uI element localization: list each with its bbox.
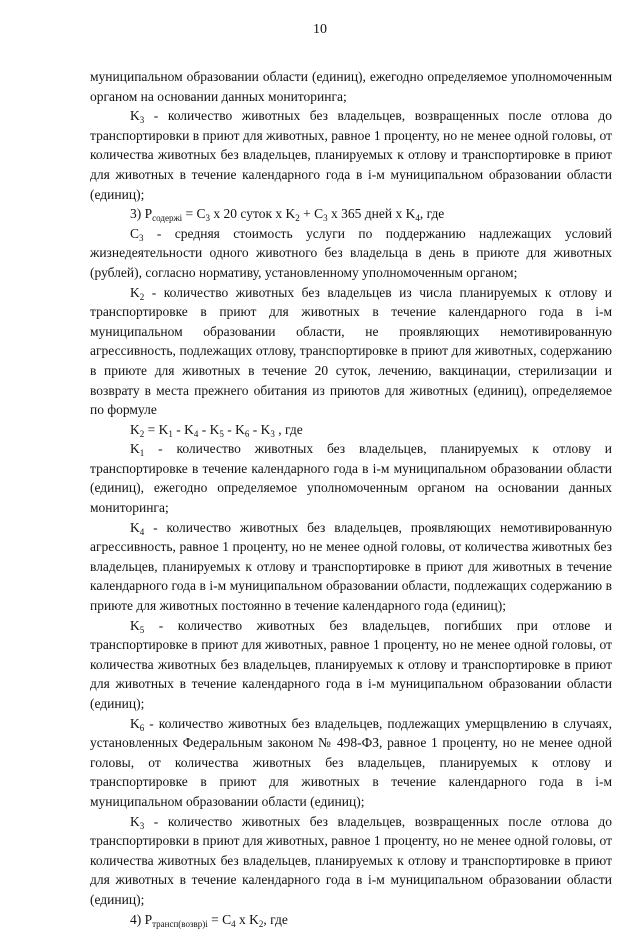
text-run: - средняя стоимость услуги по поддержанию надлежащих условий жизнедеятельности одного животного без владельца в день в приюте для животных (рублей), согласно нормативу, установленному уполномоченным органом; <box>90 225 612 280</box>
text-run: х 20 суток х K <box>210 206 296 222</box>
page-number: 10 <box>313 22 327 37</box>
text-run: - количество животных без владельцев, подлежащих умерщвлению в случаях, установленных Федеральным законом № 498-ФЗ, равное 1 проценту, но не менее одной головы, от количества животных без владельцев, планируемых к отлову и транспортировке в приют для животных в течение календарного года в i-м муниципальном образовании области (единиц); <box>90 715 612 809</box>
paragraph <box>90 616 612 714</box>
paragraph: муниципальном образовании области (единиц), ежегодно определяемое уполномоченным органом на основании данных мониторинга; <box>90 69 612 104</box>
subscript: трансп(возвр)i <box>152 918 208 929</box>
text-run: - количество животных без владельцев, возвращенных после отлова до транспортировки в приют для животных, равное 1 проценту, но не менее одной головы, от количества животных без владельцев, планируемых к отлову и транспортировке в приют для животных в течение календарного года в i-м муниципальном образовании области (единиц); <box>90 108 612 202</box>
text-run: , где <box>274 421 303 437</box>
text-run: , где <box>419 206 445 222</box>
text-run: C <box>130 225 140 241</box>
subscript: 3 <box>139 232 144 243</box>
subscript: 4 <box>193 428 199 439</box>
subscript: 6 <box>244 428 250 439</box>
text-run: K <box>130 617 140 633</box>
text-run: = C <box>207 911 232 927</box>
subscript: 2 <box>139 428 145 439</box>
text-run: K <box>130 421 140 437</box>
text-run: х 365 дней х K <box>327 206 416 222</box>
subscript: 4 <box>139 526 145 537</box>
subscript: 3 <box>205 213 211 224</box>
subscript: 1 <box>139 448 145 459</box>
subscript: 4 <box>231 918 236 929</box>
paragraph <box>90 812 612 910</box>
subscript: 5 <box>139 624 145 635</box>
text-run: K <box>130 813 140 829</box>
paragraph <box>90 106 612 204</box>
subscript: 3 <box>323 213 328 224</box>
subscript: 3 <box>139 115 145 126</box>
subscript: 6 <box>139 722 145 733</box>
formula-line <box>90 204 612 224</box>
text-run: - количество животных без владельцев из числа планируемых к отлову и транспортировке в приют для животных в течение календарного года в i-м муниципальном образовании области, не проявляющих немотивированную агрессивность, подлежащих отлову, транспортировке в приют для животных, содержанию в приюте для животных в течение 20 суток, лечению, вакцинации, стерилизации и возврату в места прежнего обитания из приютов для животных (единиц), определяемое по формуле <box>90 284 612 418</box>
subscript: 4 <box>415 213 420 224</box>
text-run: + C <box>299 206 324 222</box>
formula-line <box>90 420 612 440</box>
paragraph <box>90 518 612 616</box>
text-run: - K <box>198 421 220 437</box>
text-run: = K <box>144 421 169 437</box>
text-run: - количество животных без владельцев, погибших при отлове и транспортировке в приют для животных, равное 1 проценту, но не менее одной головы, от количества животных без владельцев, планируемых к отлову и транспортировке в приют для животных в течение календарного года в i-м муниципальном образовании области (единиц); <box>90 617 612 711</box>
text-run: х K <box>235 911 259 927</box>
subscript: 5 <box>219 428 224 439</box>
text-run: - K <box>249 421 271 437</box>
text-run: - количество животных без владельцев, планируемых к отлову и транспортировке в течение календарного года в i-м муниципальном образовании области (единиц), ежегодно определяемое уполномоченным органом на основании данных мониторинга; <box>90 441 612 516</box>
paragraph <box>90 224 612 283</box>
subscript: 2 <box>258 918 264 929</box>
text-run: K <box>130 108 140 124</box>
paragraph <box>90 439 612 517</box>
text-run: - количество животных без владельцев, проявляющих немотивированную агрессивность, равное 1 проценту, но не менее одной головы, от количества животных без владельцев, планируемых к отлову и транспортировке в приют для животных в течение календарного года в i-м муниципальном образовании области, подлежащих содержанию в приюте для животных постоянно в течение календарного года (единиц); <box>90 519 612 614</box>
subscript: содержi <box>152 213 183 224</box>
subscript: 3 <box>270 428 275 439</box>
subscript: 2 <box>139 291 145 302</box>
text-run: K <box>130 284 140 300</box>
subscript: 2 <box>295 213 300 224</box>
text-run: - K <box>172 421 194 437</box>
text-run: K <box>130 519 140 535</box>
text-run: 4) P <box>130 911 153 927</box>
text-run: , где <box>263 911 288 927</box>
text-run: 3) P <box>130 206 153 222</box>
paragraph <box>90 714 612 812</box>
text-run: K <box>130 441 140 457</box>
text-run: K <box>130 715 140 731</box>
text-run: - K <box>223 421 245 437</box>
formula-line <box>90 910 612 929</box>
paragraph <box>90 283 612 420</box>
document-body <box>90 67 612 929</box>
subscript: 3 <box>139 820 145 831</box>
subscript: 1 <box>168 428 173 439</box>
text-run: = C <box>182 206 206 222</box>
text-run: - количество животных без владельцев, возвращенных после отлова до транспортировки в приют для животных, равное 1 проценту, но не менее одной головы, от количества животных без владельцев, планируемых к отлову и транспортировке в приют для животных в течение календарного года в i-м муниципальном образовании области (единиц); <box>90 813 612 907</box>
